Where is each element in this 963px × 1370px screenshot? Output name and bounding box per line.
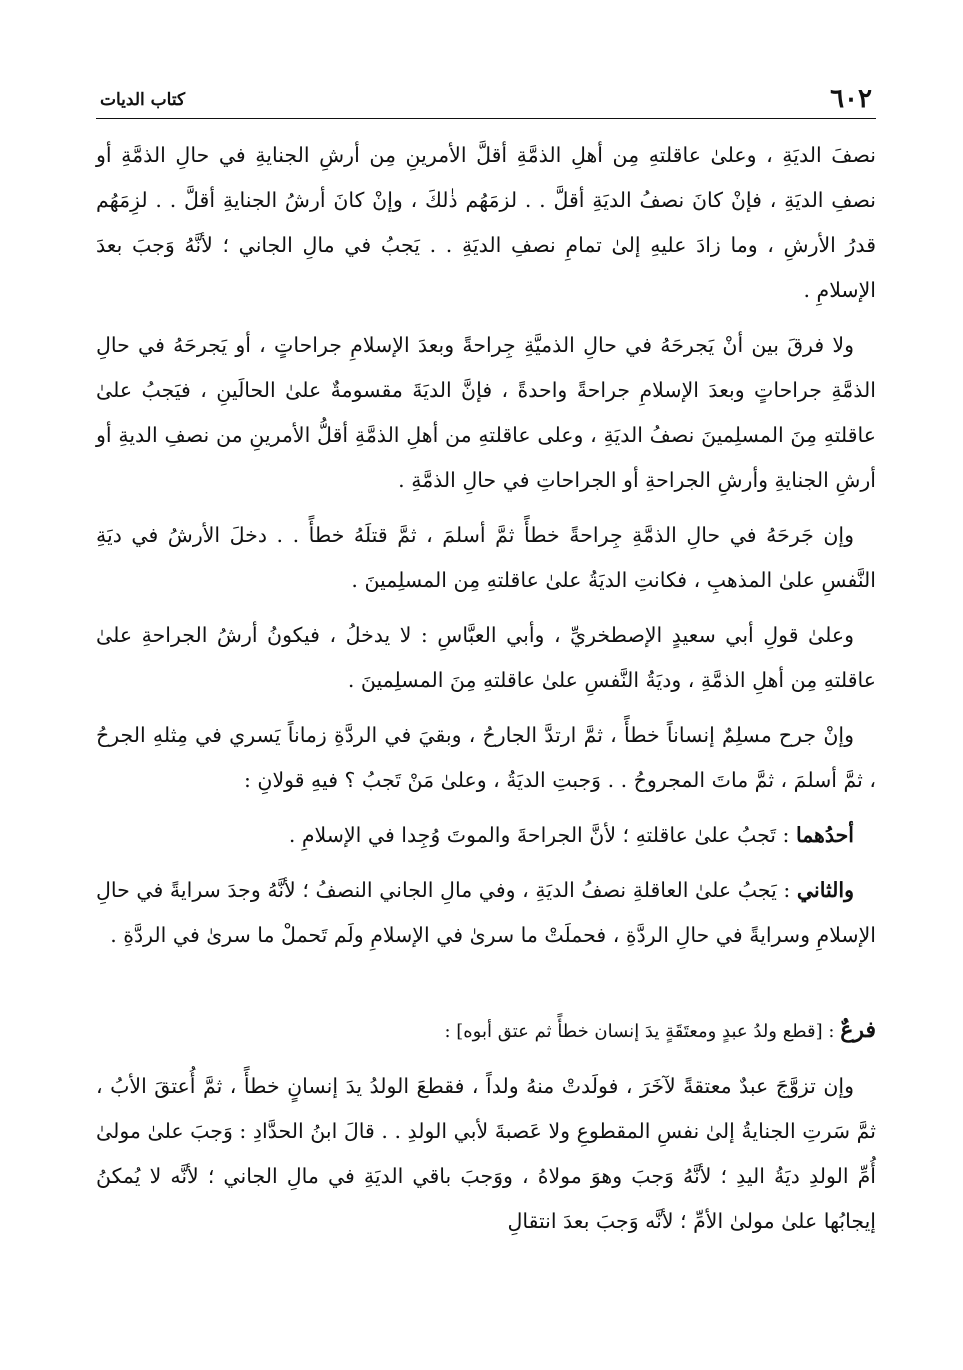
page-body — [96, 133, 876, 1244]
paragraph — [96, 868, 876, 958]
paragraph-text: : تَجبُ علىٰ عاقلتهِ ؛ لأنَّ الجراحةَ والموتَ وُجِدا في الإسلامِ . — [288, 823, 796, 847]
paragraph-text: ولا فرقَ بين أنْ يَجرحَهُ في حالِ الذميَّةِ جِراحةً وبعدَ الإسلامِ جراحاتٍ ، أو يَجرحَهُ في حالِ الذمَّةِ جراحاتٍ وبعدَ الإسلامِ جراحةً واحدةً ، فإنَّ الديَةَ مقسومةٌ علىٰ الحالَينِ ، فيَجبُ علىٰ عاقلتهِ مِنَ المسلِمينَ نصفُ الديَةِ ، وعلى عاقلتهِ من أهلِ الذمَّةِ أقلُّ الأمرينِ من نصفِ الديةِ أو أرشِ الجنايةِ وأرشِ الجراحةِ أو الجراحاتِ في حالِ الذمَّةِ . — [96, 333, 876, 492]
second-opinion-label: والثاني — [796, 878, 854, 902]
paragraph-text: وإن تزوَّجَ عبدٌ معتقةً لآخَرَ ، فولَدتْ منهُ ولداً ، فقطعَ الولدُ يدَ إنسانٍ خطأً ، ثمَّ أُعتقَ الأبُ ، ثمَّ سَرتِ الجنايةُ إلىٰ نفسِ المقطوعِ ولا عَصبةَ لأبي الولدِ . . قالَ ابنُ الحدَّادِ : وَجبَ علىٰ مولىٰ أُمِّ الولدِ ديَةُ اليدِ ؛ لأنَّهُ وَجبَ وهوَ مولاهُ ، ووَجبَ باقي الديَةِ في مالِ الجاني ؛ لأنَّه لا يُمكنُ إيجابُها علىٰ مولىٰ الأمِّ ؛ لأنَّه وَجبَ بعدَ انتقالِ — [96, 1074, 876, 1233]
paragraph — [96, 613, 876, 703]
paragraph — [96, 323, 876, 503]
first-opinion-label: أحدُهما — [795, 823, 854, 847]
page-header — [96, 78, 876, 119]
paragraph-text: : يَجبُ علىٰ العاقلةِ نصفُ الديَةِ ، وفي مالِ الجاني النصفُ ؛ لأنَّهُ وجدَ سرايةً في حالِ الإسلامِ وسرايةً في حالِ الردَّةِ ، فحملَتْ ما سرىٰ في الإسلامِ ولَم تَحملْ ما سرىٰ في الردَّةِ . — [96, 878, 876, 947]
book-page — [96, 78, 876, 1254]
paragraph-text: نصفَ الديَةِ ، وعلىٰ عاقلتهِ مِن أهلِ الذمَّةِ أقلَّ الأمرينِ مِن أرشِ الجنايةِ في حالِ الذمَّةِ أو نصفِ الديَةِ ، فإنْ كانَ نصفُ الديَةِ أقلَّ . . لزمَهُم ذٰلكَ ، وإنْ كانَ أرشُ الجنايةِ أقلَّ . . لزِمَهُم قدرُ الأرشِ ، وما زادَ عليهِ إلىٰ تمامِ نصفِ الديَةِ . . يَجبُ في مالِ الجاني ؛ لأنَّهُ وَجبَ بعدَ الإسلامِ . — [96, 143, 876, 302]
paragraph-text: وإنْ جرح مسلِمٌ إنساناً خطأً ، ثمَّ ارتدَّ الجارحُ ، وبقيَ في الردَّةِ زماناً يَسري في مِثلهِ الجرحُ ، ثمَّ أسلمَ ، ثمَّ ماتَ المجروحُ . . وَجبتِ الديَةُ ، وعلىٰ مَنْ تَجبُ ؟ فيهِ قولانِ : — [96, 723, 876, 792]
running-title: كتاب الديات — [100, 90, 186, 110]
page-number: ٦٠٢ — [830, 84, 872, 114]
paragraph — [96, 713, 876, 803]
paragraph — [96, 1064, 876, 1244]
paragraph — [96, 133, 876, 313]
paragraph-text: وإن جَرحَهُ في حالِ الذمَّةِ جِراحةً خطأً ثمَّ أسلمَ ، ثمَّ قتلَهُ خطأً . . دخلَ الأرشُ في ديَةِ النَّفسِ علىٰ المذهبِ ، فكانتِ الديَةُ علىٰ عاقلتهِ مِن المسلِمينَ . — [96, 523, 876, 592]
section-label: فرعٌ — [840, 1017, 876, 1043]
section-title: : [قطع ولدُ عبدٍ ومعتَقَةٍ يدَ إنسان خطأً ثم عتق أبوه] : — [444, 1021, 841, 1042]
paragraph — [96, 513, 876, 603]
paragraph-text: وعلىٰ قولِ أبي سعيدٍ الإصطخريِّ ، وأبي العبَّاسِ : لا يدخلُ ، فيكونُ أرشُ الجراحةِ علىٰ عاقلتهِ مِن أهلِ الذمَّةِ ، وديَةُ النَّفسِ علىٰ عاقلتهِ مِنَ المسلِمينَ . — [96, 623, 876, 692]
section-spacer — [96, 968, 876, 1008]
paragraph — [96, 813, 876, 858]
section-heading — [96, 1008, 876, 1054]
